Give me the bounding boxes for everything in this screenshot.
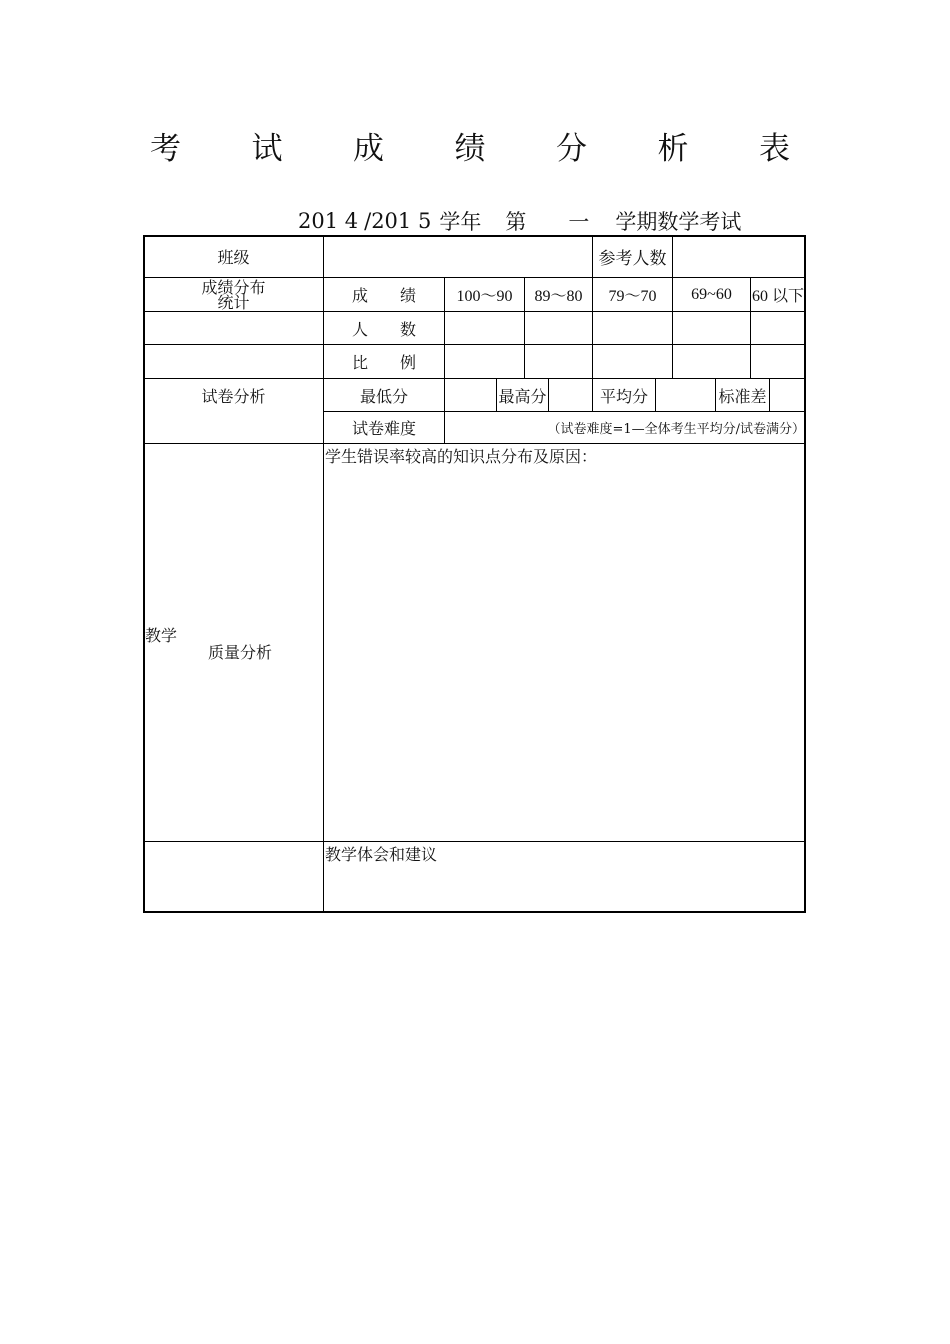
score-label: 成 绩 [351, 286, 416, 305]
term-suffix: 学期数学考试 [615, 210, 742, 234]
class-value-field[interactable] [324, 236, 592, 277]
exam-subtitle [298, 206, 741, 236]
participants-label: 参考人数 [598, 249, 667, 269]
term-number: 一 [568, 210, 590, 234]
errors-heading: 学生错误率较高的知识点分布及原因： [325, 447, 598, 466]
ratio-field[interactable] [673, 345, 750, 378]
std-dev-label: 标准差 [718, 386, 767, 406]
avg-score-field[interactable] [656, 379, 715, 411]
title-char: 成 [353, 130, 384, 167]
academic-year-label: 学年 [439, 210, 482, 234]
distribution-label [144, 278, 323, 311]
min-score-label: 最低分 [359, 386, 408, 406]
distribution-label-line2: 统计 [217, 292, 250, 312]
max-score-field[interactable] [549, 379, 592, 411]
count-field[interactable] [593, 312, 672, 344]
ratio-field[interactable] [525, 345, 592, 378]
max-score-label: 最高分 [498, 386, 547, 406]
errors-text-area[interactable] [324, 466, 804, 838]
std-dev-field[interactable] [770, 379, 805, 411]
title-char: 试 [251, 130, 283, 167]
range-89-80: 89～80 [534, 288, 583, 305]
row-divider [144, 841, 805, 842]
count-field[interactable] [445, 312, 524, 344]
count-field[interactable] [751, 312, 805, 344]
paper-analysis-label: 试卷分析 [201, 387, 266, 406]
ratio-field[interactable] [593, 345, 672, 378]
participants-value-field[interactable] [673, 236, 805, 277]
title-char: 析 [657, 130, 689, 167]
title-char: 考 [150, 130, 181, 167]
year-end: /201 5 [364, 209, 432, 233]
difficulty-label: 试卷难度 [351, 419, 416, 438]
min-score-field[interactable] [445, 379, 496, 411]
range-79-70: 79～70 [608, 288, 657, 305]
teaching-label: 教学 [145, 625, 178, 645]
suggestions-heading: 教学体会和建议 [325, 845, 438, 864]
page-title [150, 120, 790, 170]
distribution-label-line1: 成绩分布 [201, 277, 266, 297]
count-field[interactable] [673, 312, 750, 344]
range-below-60: 60 以下 [751, 288, 804, 305]
term-prefix: 第 [505, 210, 527, 234]
title-char: 表 [759, 130, 790, 167]
title-char: 分 [556, 130, 587, 167]
ratio-field[interactable] [751, 345, 805, 378]
count-field[interactable] [525, 312, 592, 344]
range-69-60: 69~60 [691, 285, 732, 303]
range-100-90: 100～90 [456, 288, 513, 305]
difficulty-note: （试卷难度=1—全体考生平均分/试卷满分） [547, 422, 805, 437]
year-start: 201 4 [298, 209, 359, 233]
class-label: 班级 [217, 248, 250, 267]
ratio-label: 比 例 [351, 353, 416, 372]
avg-score-label: 平均分 [599, 386, 648, 406]
quality-analysis-label: 质量分析 [208, 642, 273, 662]
count-label: 人 数 [351, 319, 416, 339]
suggestions-text-area[interactable] [324, 864, 804, 910]
ratio-field[interactable] [445, 345, 524, 378]
title-char: 绩 [454, 130, 486, 167]
